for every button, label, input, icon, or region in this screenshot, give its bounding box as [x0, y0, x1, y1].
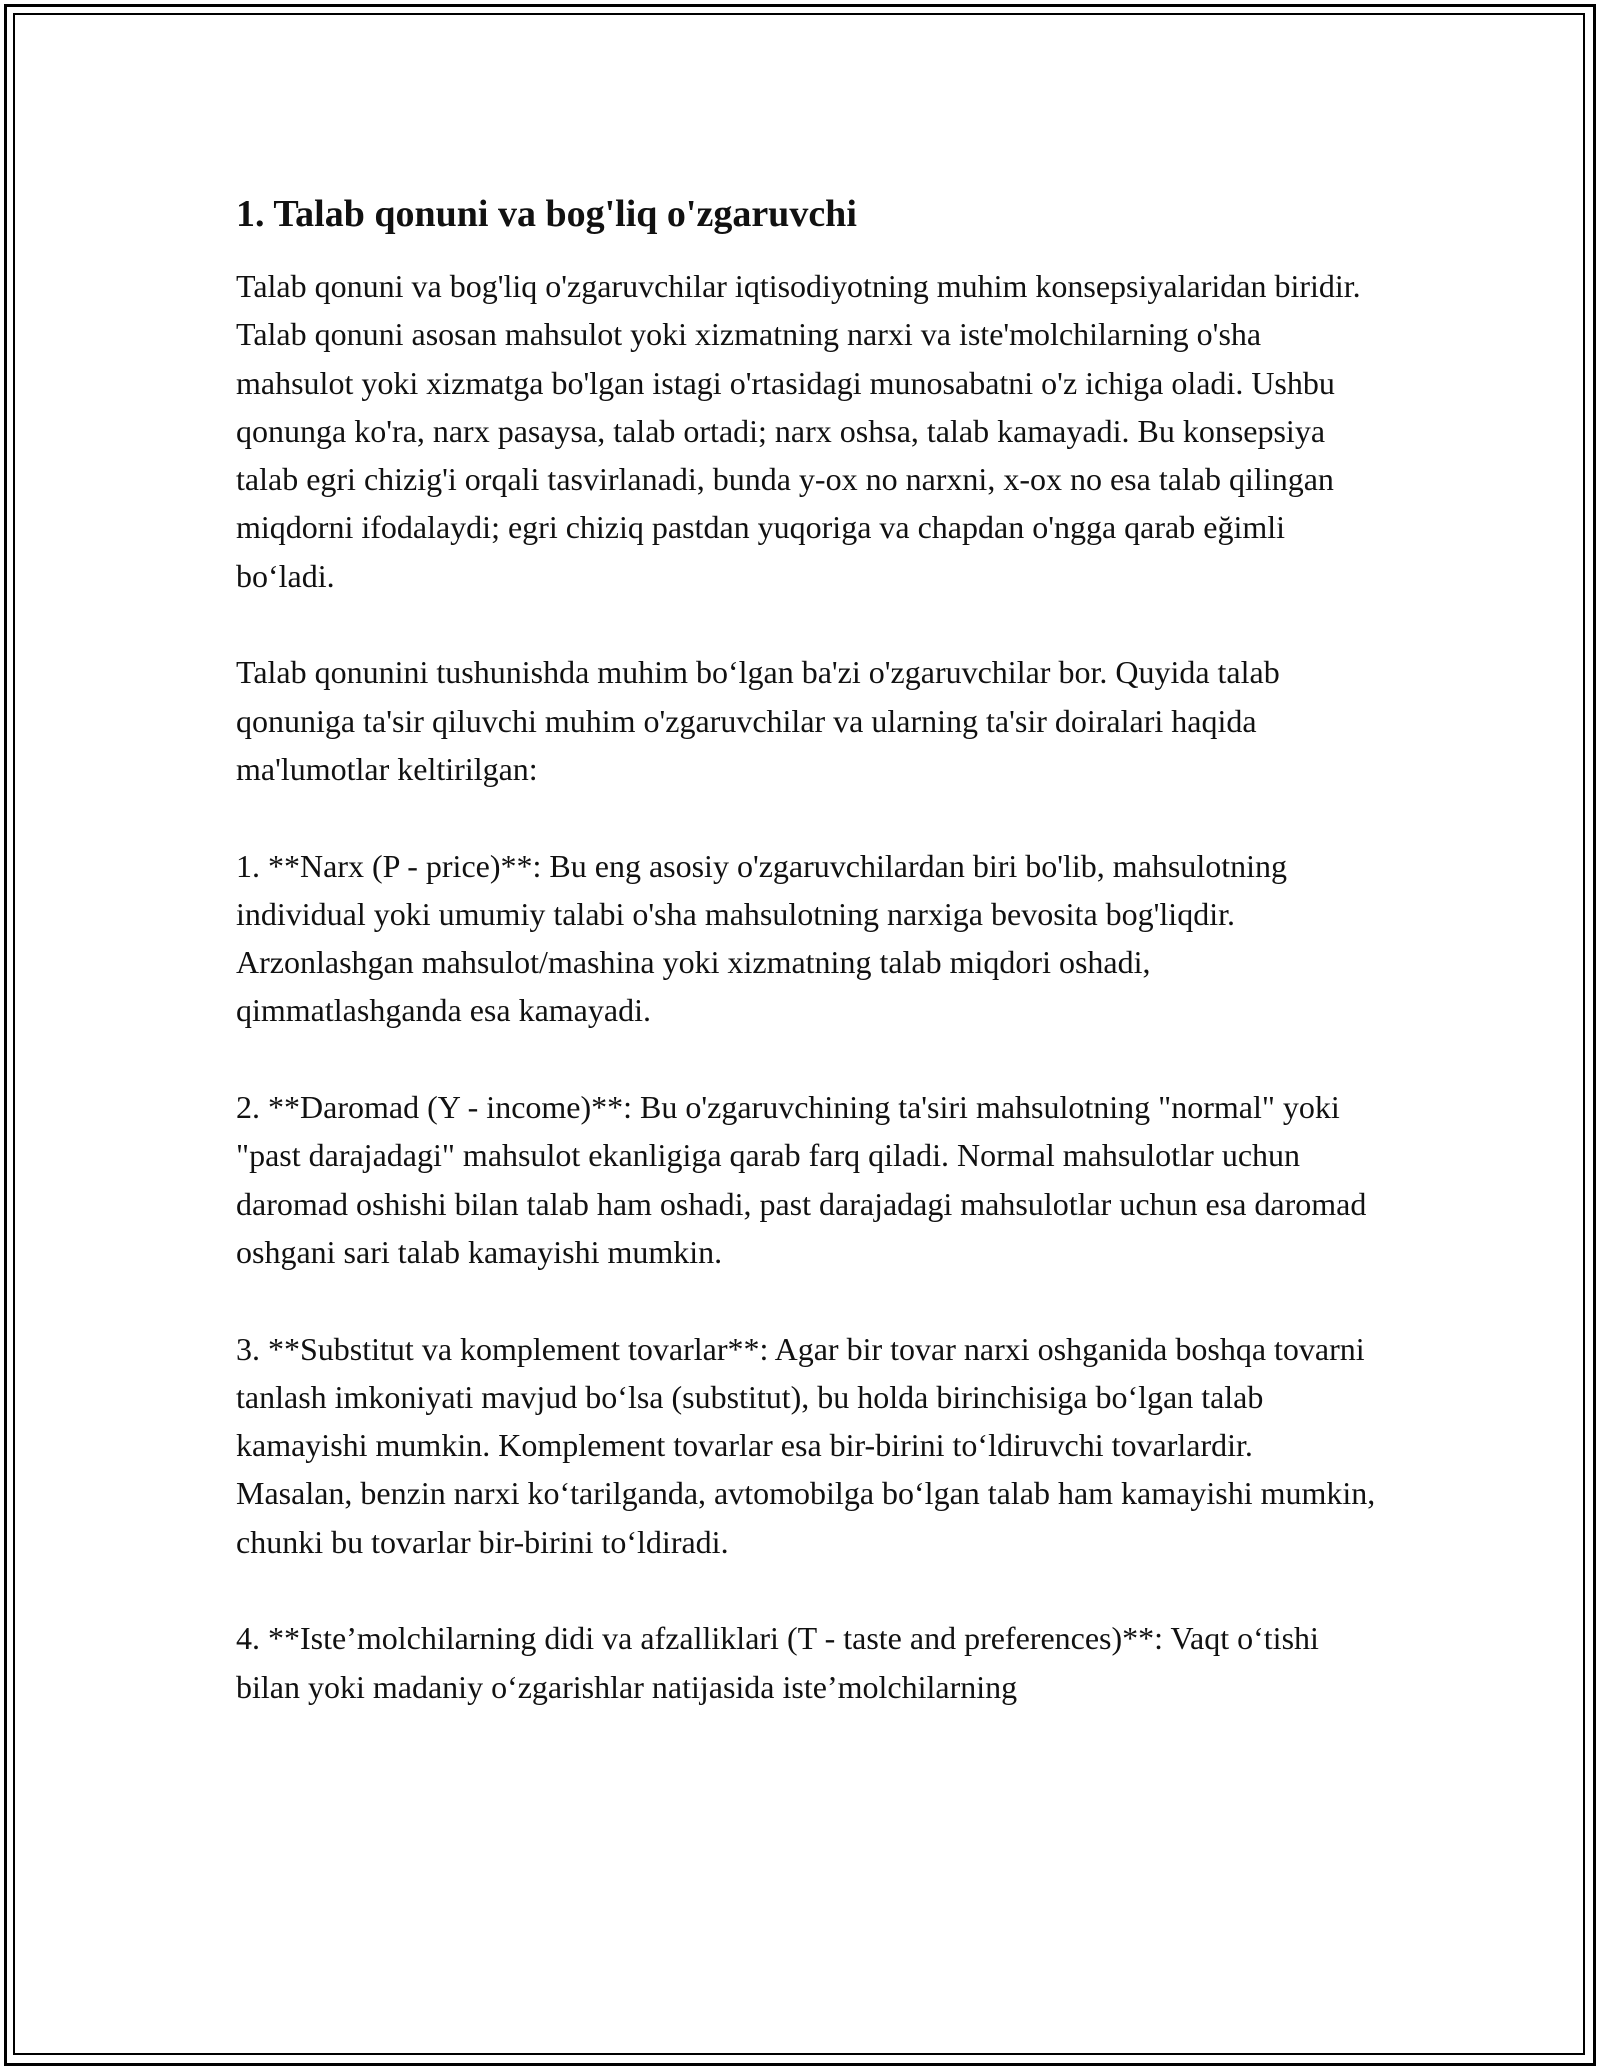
list-item-price: 1. **Narx (P - price)**: Bu eng asosiy o'zgaruvchilardan biri bo'lib, mahsulotning individual yoki umumiy talabi o'sha mahsulotning narxiga bevosita bog'liqdir. Arzonlashgan mahsulot/mashina yoki xizmatning talab miqdori oshadi, qimmatlashganda esa kamayadi. [236, 847, 1288, 1029]
list-item-substitutes: 3. **Substitut va komplement tovarlar**: Agar bir tovar narxi oshganida boshqa tovarni tanlash imkoniyati mavjud boʻlsa (substitut), bu holda birinchisiga boʻlgan talab kamayishi mumkin. Komplement tovarlar esa bir-birini toʻldiruvchi tovarlardir. Masalan, benzin narxi koʻtarilganda, avtomobilga boʻlgan talab ham kamayishi mumkin, chunki bu tovarlar bir-birini toʻldiradi. [236, 1330, 1376, 1560]
intro-paragraph: Talab qonuni va bog'liq o'zgaruvchilar iqtisodiyotning muhim konsepsiyalaridan biridir. Talab qonuni asosan mahsulot yoki xizmatning narxi va iste'molchilarning o'sha mahsulot yoki xizmatga bo'lgan istagi o'rtasidagi munosabatni o'z ichiga oladi. Ushbu qonunga ko'ra, narx pasaysa, talab ortadi; narx oshsa, talab kamayadi. Bu konsepsiya talab egri chizig'i orqali tasvirlanadi, bunda y-ox no narxni, x-ox no esa talab qilingan miqdorni ifodalaydi; egri chiziq pastdan yuqoriga va chapdan o'ngga qarab eğimli boʻladi. [236, 268, 1361, 594]
document-body [236, 186, 1376, 1759]
list-item-tastes: 4. **Iste’molchilarning didi va afzalliklari (T - taste and preferences)**: Vaqt oʻtishi bilan yoki madaniy oʻzgarishlar natijasida iste’molchilarning [236, 1620, 1319, 1705]
section-heading: 1. Talab qonuni va bog'liq o'zgaruvchi [236, 193, 857, 235]
list-item-income: 2. **Daromad (Y - income)**: Bu o'zgaruvchining ta'siri mahsulotning "normal" yoki "past darajadagi" mahsulot ekanligiga qarab farq qiladi. Normal mahsulotlar uchun daromad oshishi bilan talab ham oshadi, past darajadagi mahsulotlar uchun esa daromad oshgani sari talab kamayishi mumkin. [236, 1089, 1367, 1270]
variables-intro-paragraph: Talab qonunini tushunishda muhim boʻlgan ba'zi o'zgaruvchilar bor. Quyida talab qonuniga ta'sir qiluvchi muhim o'zgaruvchilar va ularning ta'sir doiralari haqida ma'lumotlar keltirilgan: [236, 654, 1280, 787]
